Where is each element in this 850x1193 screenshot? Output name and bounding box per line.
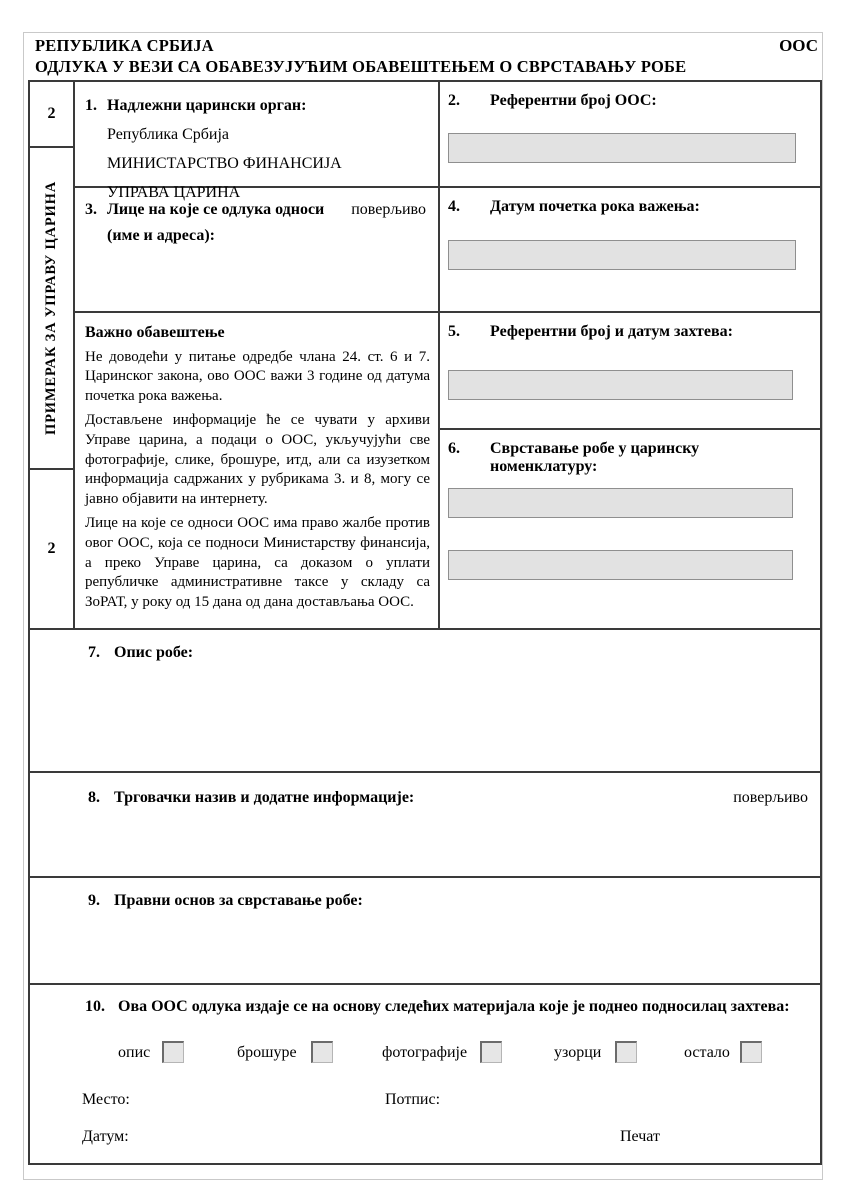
section-4-number: 4. xyxy=(448,198,460,215)
copy-label-cell xyxy=(30,148,75,470)
section-7-number: 7. xyxy=(88,644,100,661)
section-3-heading xyxy=(85,197,426,223)
section-3-confidential-note: поверљиво xyxy=(351,201,426,218)
nomenclature-field-1[interactable] xyxy=(448,488,793,518)
important-notice-title: Важно обавештење xyxy=(85,324,225,341)
section-6-heading xyxy=(448,440,810,476)
document-title-line1: РЕПУБЛИКА СРБИЈА xyxy=(35,36,214,55)
material-checkbox-ostalo[interactable] xyxy=(740,1041,762,1063)
section-8-label: Трговачки назив и додатне информације: xyxy=(114,789,415,806)
request-reference-field[interactable] xyxy=(448,370,793,400)
copy-number-cell-bottom xyxy=(30,470,75,630)
important-notice-paragraph-2: Достављене информације ће се чувати у архиви Управе царина, а подаци о ООС, укључујући све фотографије, слике, брошуре, итд, али са изузетком информација садржаних у рубрикама 3. и 8, могу се јавно објавити на интернету. xyxy=(85,412,430,507)
section-4-label: Датум почетка рока важења: xyxy=(490,198,700,215)
section-2-label: Референтни број ООС: xyxy=(490,92,657,109)
material-label-brosure: брошуре xyxy=(237,1044,297,1061)
material-checkbox-brosure[interactable] xyxy=(311,1041,333,1063)
section-7-cell xyxy=(30,630,820,773)
section-10-cell xyxy=(30,985,820,1163)
copy-number-cell-top xyxy=(30,82,75,148)
section-3-number: 3. xyxy=(85,201,97,218)
reference-number-field[interactable] xyxy=(448,133,796,163)
signature-label: Потпис: xyxy=(385,1091,441,1108)
section-5-cell xyxy=(440,313,820,430)
material-checkbox-uzorci[interactable] xyxy=(615,1041,637,1063)
section-8-cell xyxy=(30,773,820,878)
section-6-label: Сврставање робе у царинску номенклатуру: xyxy=(490,440,700,475)
section-2-number: 2. xyxy=(448,92,460,109)
nomenclature-field-2[interactable] xyxy=(448,550,793,580)
stamp-label: Печат xyxy=(620,1128,660,1145)
important-notice-paragraph-1: Не доводећи у питање одредбе члана 24. ст. 6 и 7. Царинског закона, ово ООС важи 3 године од датума почетка рока важења. xyxy=(85,348,430,404)
section-9-heading xyxy=(88,892,820,910)
section-10-label: Ова ООС одлука издаје се на основу следећих материјала које је поднео подносилац захтева: xyxy=(118,998,790,1015)
authority-line-3: УПРАВА ЦАРИНА xyxy=(107,184,241,201)
important-notice-cell xyxy=(75,313,440,630)
section-7-label: Опис робе: xyxy=(114,644,194,661)
material-label-fotografije: фотографије xyxy=(382,1044,468,1061)
section-3-label: Лице на које се одлука односи xyxy=(107,201,325,218)
section-4-cell xyxy=(440,188,820,313)
section-8-confidential-note: поверљиво xyxy=(733,789,808,806)
section-10-number: 10. xyxy=(85,998,105,1015)
authority-line-2: МИНИСТАРСТВО ФИНАНСИЈА xyxy=(107,155,342,172)
section-4-heading xyxy=(448,198,810,216)
section-9-number: 9. xyxy=(88,892,100,909)
document-code: ООС xyxy=(779,36,818,55)
section-9-label: Правни основ за сврставање робе: xyxy=(114,892,363,909)
section-5-number: 5. xyxy=(448,323,460,340)
section-2-cell xyxy=(440,82,820,188)
section-1-label: Надлежни царински орган: xyxy=(107,97,307,114)
copy-label-vertical: ПРИМЕРАК ЗА УПРАВУ ЦАРИНА xyxy=(43,181,59,435)
section-8-heading xyxy=(88,789,733,807)
section-3-cell xyxy=(75,188,440,313)
material-label-uzorci: узорци xyxy=(554,1044,602,1061)
section-5-label: Референтни број и датум захтева: xyxy=(490,323,733,340)
section-6-number: 6. xyxy=(448,440,460,457)
section-10-heading xyxy=(85,998,820,1016)
material-checkbox-fotografije[interactable] xyxy=(480,1041,502,1063)
section-6-cell xyxy=(440,430,820,630)
important-notice-paragraph-3: Лице на које се односи ООС има право жалбе против овог ООС, која се подноси Министарству финансија, а преко Управе царина, са доказом о уплати републичке административне таксе у складу са ЗоРАТ, у року од 15 дана од дана достављања ООС. xyxy=(85,515,430,610)
section-8-number: 8. xyxy=(88,789,100,806)
section-1-cell xyxy=(75,82,440,201)
section-2-heading xyxy=(448,92,810,110)
section-9-cell xyxy=(30,878,820,985)
section-1-number: 1. xyxy=(85,97,97,114)
place-label: Место: xyxy=(82,1091,130,1108)
section-1-heading xyxy=(85,91,428,120)
section-7-heading xyxy=(88,644,820,662)
copy-number-top: 2 xyxy=(47,105,56,122)
date-label: Датум: xyxy=(82,1128,129,1145)
section-3-sublabel: (име и адреса): xyxy=(107,227,216,244)
material-label-ostalo: остало xyxy=(684,1044,730,1061)
copy-number-bottom: 2 xyxy=(47,540,56,557)
section-5-heading xyxy=(448,323,810,341)
validity-start-date-field[interactable] xyxy=(448,240,796,270)
form-table xyxy=(28,80,822,1165)
document-title-line2: ОДЛУКА У ВЕЗИ СА ОБАВЕЗУЈУЋИМ ОБАВЕШТЕЊЕМ О СВРСТАВАЊУ РОБЕ xyxy=(35,57,687,76)
material-checkbox-opis[interactable] xyxy=(162,1041,184,1063)
material-label-opis: опис xyxy=(118,1044,151,1061)
authority-line-1: Република Србија xyxy=(107,126,229,143)
